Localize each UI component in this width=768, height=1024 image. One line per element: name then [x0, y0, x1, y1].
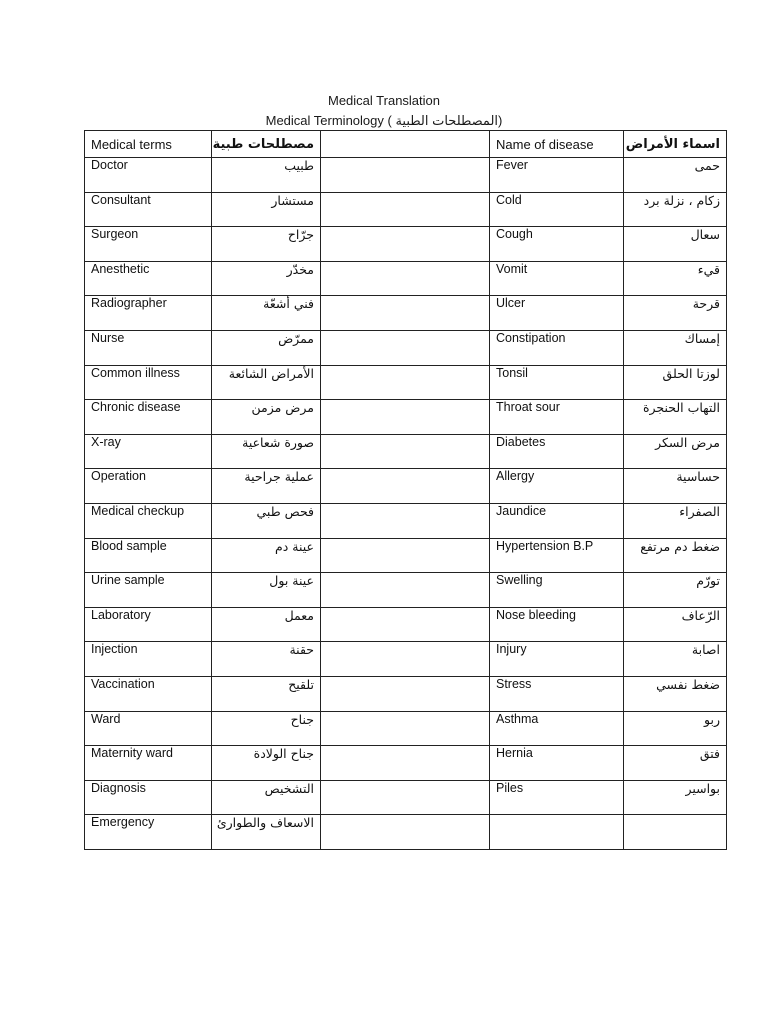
header-blank-cell: [321, 131, 490, 158]
table-row: [85, 607, 727, 642]
blank-cell: [321, 400, 490, 435]
term-arabic-cell: الاسعاف والطوارئ: [212, 815, 321, 850]
document-title: Medical Translation: [328, 93, 440, 108]
table-row: [85, 711, 727, 746]
disease-arabic-cell: تورّم: [624, 573, 727, 608]
blank-cell: [321, 192, 490, 227]
disease-arabic-cell: زكام ، نزلة برد: [624, 192, 727, 227]
blank-cell: [321, 469, 490, 504]
disease-cell: Cold: [490, 192, 624, 227]
table-header-row: [85, 131, 727, 158]
term-arabic-cell: جناح: [212, 711, 321, 746]
term-arabic-cell: الأمراض الشائعة: [212, 365, 321, 400]
term-cell: Operation: [85, 469, 212, 504]
term-arabic-cell: صورة شعاعية: [212, 434, 321, 469]
disease-cell: Cough: [490, 227, 624, 262]
blank-cell: [321, 296, 490, 331]
disease-cell: Asthma: [490, 711, 624, 746]
blank-cell: [321, 158, 490, 193]
term-arabic-cell: معمل: [212, 607, 321, 642]
table-row: [85, 192, 727, 227]
term-cell: Common illness: [85, 365, 212, 400]
term-cell: Blood sample: [85, 538, 212, 573]
term-arabic-cell: مستشار: [212, 192, 321, 227]
blank-cell: [321, 503, 490, 538]
disease-cell: Jaundice: [490, 503, 624, 538]
table-row: [85, 815, 727, 850]
blank-cell: [321, 573, 490, 608]
disease-arabic-cell: إمساك: [624, 330, 727, 365]
disease-arabic-cell: الرّعاف: [624, 607, 727, 642]
term-cell: Nurse: [85, 330, 212, 365]
term-arabic-cell: فني أشعّة: [212, 296, 321, 331]
disease-arabic-cell: الصفراء: [624, 503, 727, 538]
disease-arabic-cell: بواسير: [624, 780, 727, 815]
table-row: [85, 330, 727, 365]
disease-arabic-cell: سعال: [624, 227, 727, 262]
term-cell: Vaccination: [85, 676, 212, 711]
term-cell: Doctor: [85, 158, 212, 193]
header-medical-terms-arabic: مصطلحات طبية: [212, 131, 321, 158]
disease-arabic-cell: قيء: [624, 261, 727, 296]
term-cell: Ward: [85, 711, 212, 746]
disease-arabic-cell: ربو: [624, 711, 727, 746]
blank-cell: [321, 642, 490, 677]
term-arabic-cell: التشخيص: [212, 780, 321, 815]
table-row: [85, 158, 727, 193]
term-arabic-cell: ممرّض: [212, 330, 321, 365]
term-arabic-cell: مرض مزمن: [212, 400, 321, 435]
disease-arabic-cell: حساسية: [624, 469, 727, 504]
table-row: [85, 365, 727, 400]
term-arabic-cell: تلقيح: [212, 676, 321, 711]
term-arabic-cell: عينة دم: [212, 538, 321, 573]
disease-cell: Tonsil: [490, 365, 624, 400]
header-medical-terms: Medical terms: [85, 131, 212, 158]
table-row: [85, 746, 727, 781]
disease-cell: Piles: [490, 780, 624, 815]
document-subtitle: Medical Terminology ( المصطلحات الطبية): [265, 113, 503, 128]
blank-cell: [321, 434, 490, 469]
disease-arabic-cell: ضغط دم مرتفع: [624, 538, 727, 573]
blank-cell: [321, 365, 490, 400]
term-cell: Laboratory: [85, 607, 212, 642]
table-row: [85, 434, 727, 469]
table-row: [85, 296, 727, 331]
term-arabic-cell: حقنة: [212, 642, 321, 677]
disease-cell: Vomit: [490, 261, 624, 296]
table-row: [85, 469, 727, 504]
disease-cell: Throat sour: [490, 400, 624, 435]
term-arabic-cell: فحص طبي: [212, 503, 321, 538]
blank-cell: [321, 330, 490, 365]
term-cell: Radiographer: [85, 296, 212, 331]
disease-arabic-cell: فتق: [624, 746, 727, 781]
blank-cell: [321, 261, 490, 296]
disease-arabic-cell: [624, 815, 727, 850]
term-cell: Surgeon: [85, 227, 212, 262]
disease-cell: Fever: [490, 158, 624, 193]
disease-cell: Allergy: [490, 469, 624, 504]
term-cell: Diagnosis: [85, 780, 212, 815]
blank-cell: [321, 227, 490, 262]
disease-cell: Hernia: [490, 746, 624, 781]
term-cell: Emergency: [85, 815, 212, 850]
term-arabic-cell: جرّاح: [212, 227, 321, 262]
disease-arabic-cell: حمى: [624, 158, 727, 193]
blank-cell: [321, 746, 490, 781]
table-row: [85, 676, 727, 711]
term-arabic-cell: جناح الولادة: [212, 746, 321, 781]
disease-arabic-cell: التهاب الحنجرة: [624, 400, 727, 435]
table-row: [85, 642, 727, 677]
term-cell: Chronic disease: [85, 400, 212, 435]
blank-cell: [321, 711, 490, 746]
blank-cell: [321, 676, 490, 711]
disease-cell: Ulcer: [490, 296, 624, 331]
term-cell: Consultant: [85, 192, 212, 227]
blank-cell: [321, 538, 490, 573]
header-disease-name-arabic: اسماء الأمراض: [624, 131, 727, 158]
term-arabic-cell: طبيب: [212, 158, 321, 193]
blank-cell: [321, 815, 490, 850]
disease-cell: Stress: [490, 676, 624, 711]
term-cell: Maternity ward: [85, 746, 212, 781]
disease-cell: Constipation: [490, 330, 624, 365]
disease-arabic-cell: مرض السكر: [624, 434, 727, 469]
blank-cell: [321, 780, 490, 815]
table-row: [85, 227, 727, 262]
table-row: [85, 573, 727, 608]
term-arabic-cell: عينة بول: [212, 573, 321, 608]
table-row: [85, 261, 727, 296]
header-disease-name: Name of disease: [490, 131, 624, 158]
term-cell: Urine sample: [85, 573, 212, 608]
term-arabic-cell: مخدّر: [212, 261, 321, 296]
term-cell: Medical checkup: [85, 503, 212, 538]
term-cell: Anesthetic: [85, 261, 212, 296]
disease-cell: Hypertension B.P: [490, 538, 624, 573]
disease-cell: Injury: [490, 642, 624, 677]
terminology-table: [84, 130, 727, 850]
table-row: [85, 400, 727, 435]
disease-arabic-cell: لوزتا الحلق: [624, 365, 727, 400]
term-cell: X-ray: [85, 434, 212, 469]
disease-arabic-cell: ضغط نفسي: [624, 676, 727, 711]
disease-cell: Diabetes: [490, 434, 624, 469]
table-row: [85, 538, 727, 573]
table-row: [85, 503, 727, 538]
disease-cell: [490, 815, 624, 850]
disease-arabic-cell: اصابة: [624, 642, 727, 677]
table-row: [85, 780, 727, 815]
term-cell: Injection: [85, 642, 212, 677]
blank-cell: [321, 607, 490, 642]
term-arabic-cell: عملية جراحية: [212, 469, 321, 504]
disease-cell: Nose bleeding: [490, 607, 624, 642]
disease-cell: Swelling: [490, 573, 624, 608]
disease-arabic-cell: قرحة: [624, 296, 727, 331]
